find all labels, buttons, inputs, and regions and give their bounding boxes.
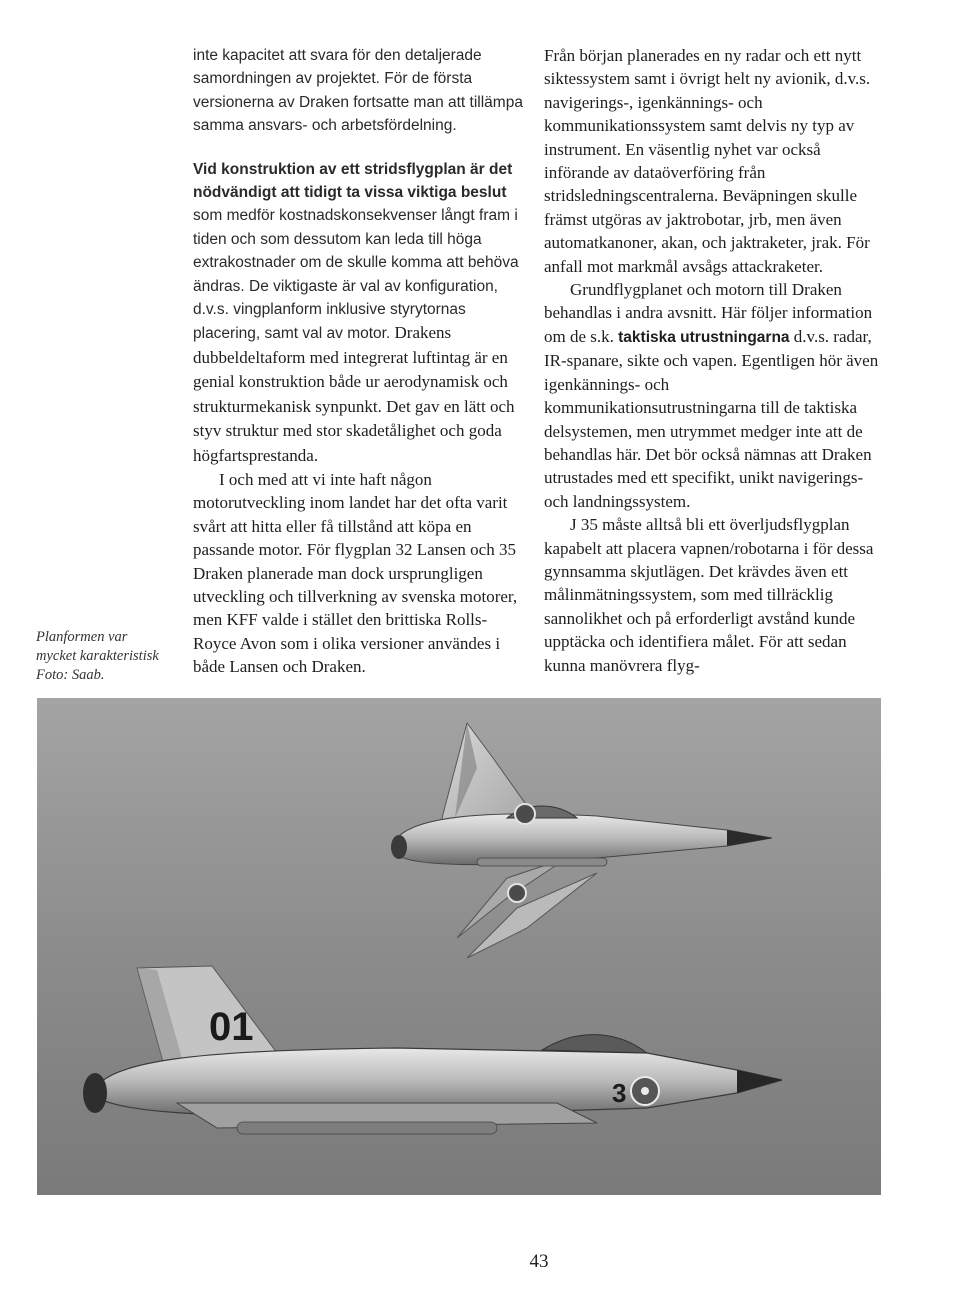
caption-credit: Foto: Saab. xyxy=(36,667,105,683)
nose-number: 3 xyxy=(612,1078,627,1108)
tactical-intro: Grundflygplanet och motorn till Draken behandlas i andra avsnitt. Här följer information om de s.k. xyxy=(544,280,873,346)
tactical-term-bold: taktiska utrustningarna xyxy=(618,328,790,346)
paragraph-tactical-equipment xyxy=(544,278,882,513)
tactical-body: d.v.s. radar, IR-spanare, sikte och vapen. Egentligen hör även igenkännings- och kommunikationsutrustningarna till de taktiska delsystemen, men utrymmet medger inte att de behandlas här. Det bör också nämnas att Draken utrustades med ett specifikt, unikt navigerings- och landningssystem. xyxy=(544,326,879,511)
paragraph-avionics: Från början planerades en ny radar och ett nytt siktessystem samt i övrigt helt ny avionik, d.v.s. navigerings-, igenkännings- och kommunikationssystem samt delvis ny typ av instrument. En väsentlig nyhet var också införande av dataöverföring från stridsledningscentralerna. Beväpningen skulle främst utgöras av jaktrobotar, jrb, men även automatkanoner, akan, och jaktraketer, jrak. För anfall mot markmål avsågs attackraketer. xyxy=(544,46,871,276)
paragraph-delta-wing: Drakens dubbeldeltaform med integrerat luftintag är en genial konstruktion både ur aerodynamisk och strukturmekanisk synpunkt. Det gav en lätt och styv struktur med stor skadetålighet och goda högfartsprestanda. xyxy=(193,323,515,465)
page-number: 43 xyxy=(529,1251,549,1272)
paragraph-intro: inte kapacitet att svara för den detaljerade samordningen av projektet. För de första versionerna av Draken fortsatte man att tillämpa samma ansvars- och arbetsfördelning. xyxy=(193,47,523,135)
caption-line-2: mycket karakteristisk xyxy=(36,648,159,664)
paragraph-engine: I och med att vi inte haft någon motorutveckling inom landet har det ofta varit svårt att hitta eller få tillstånd att köpa en passande motor. För flygplan 32 Lansen och 35 Draken planerade man dock ursprungligen utveckling och tillverkning av svenska motorer, men KFF valde i stället den brittiska Rolls-Royce Avon som i olika versioner användes i både Lansen och Draken. xyxy=(193,469,518,677)
caption-line-1: Planformen var xyxy=(36,629,128,645)
paragraph-configuration-body: som medför kostnadskonsekvenser långt fram i tiden och som dessutom kan leda till höga extrakostnader om de skulle komma att behöva ändras. De viktigaste är val av konfiguration, d.v.s. vingplanform inklusive styrytornas placering, samt val av motor. xyxy=(193,207,519,343)
lead-in-bold: Vid konstruktion av ett stridsflygplan är det nödvändigt att tidigt ta vissa viktiga beslut xyxy=(193,160,513,202)
draken-photo xyxy=(37,698,881,1195)
left-text-column xyxy=(193,44,530,679)
paragraph-configuration xyxy=(193,158,530,468)
photo-caption xyxy=(36,628,186,685)
draken-aircraft-illustration xyxy=(37,698,881,1195)
tail-code: 01 xyxy=(209,1005,254,1049)
paragraph-supersonic: J 35 måste alltså bli ett överljudsflygplan kapabelt att placera vapnen/robotarna i för dessa gynnsamma skjutlägen. Det krävdes även ett målinmätningssystem, som med tillräcklig sannolikhet och på erforderligt avstånd kunde upptäcka och identifiera målet. För att sedan kunna manövrera flyg- xyxy=(544,515,874,675)
right-text-column xyxy=(544,44,882,677)
